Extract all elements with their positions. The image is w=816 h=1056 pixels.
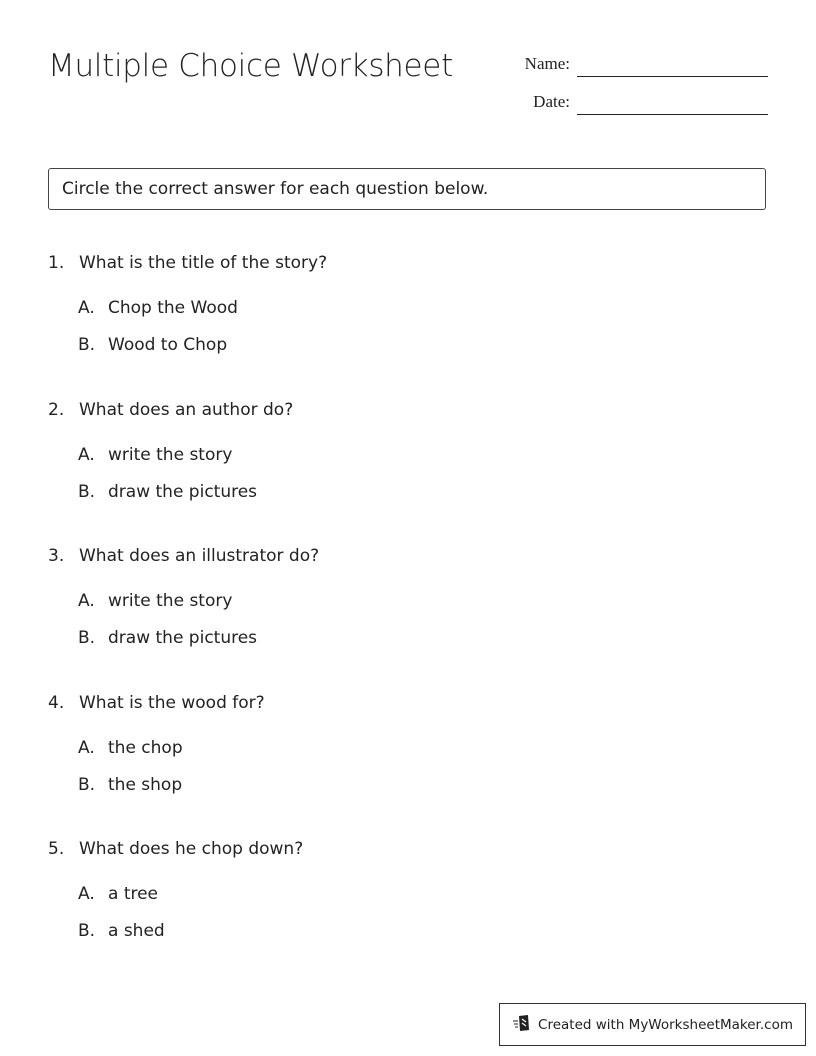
question-text (48, 543, 748, 569)
question-number: 2. (48, 399, 65, 420)
question-number: 4. (48, 692, 65, 713)
option-letter: B. (78, 921, 96, 941)
answer-option[interactable] (78, 442, 748, 468)
option-letter: B. (78, 335, 96, 355)
option-letter: A. (78, 884, 95, 904)
answer-option[interactable] (78, 918, 748, 944)
question-item (48, 397, 748, 544)
answer-option[interactable] (78, 625, 748, 651)
worksheet-logo-icon (512, 1013, 532, 1037)
option-text: the shop (108, 774, 183, 795)
options-list (48, 442, 748, 505)
date-label: Date: (533, 92, 570, 111)
answer-option[interactable] (78, 332, 748, 358)
name-label: Name: (524, 54, 570, 73)
option-text: a shed (108, 921, 165, 941)
answer-option[interactable] (78, 295, 748, 321)
options-list (48, 588, 748, 651)
question-number: 1. (48, 253, 65, 273)
option-text: Wood to Chop (108, 335, 228, 355)
answer-option[interactable] (78, 735, 748, 761)
instructions-box: Circle the correct answer for each question below. (48, 168, 766, 210)
answer-option[interactable] (78, 479, 748, 505)
question-list (48, 250, 748, 983)
option-letter: B. (78, 774, 96, 795)
option-letter: A. (78, 591, 95, 611)
option-text: write the story (108, 444, 233, 465)
page-title: Multiple Choice Worksheet (48, 48, 453, 84)
question-number: 5. (48, 839, 65, 859)
option-text: the chop (108, 737, 183, 758)
name-field[interactable] (490, 54, 768, 78)
question-text (48, 397, 748, 423)
answer-option[interactable] (78, 588, 748, 614)
name-line[interactable] (577, 76, 768, 77)
answer-option[interactable] (78, 881, 748, 907)
options-list (48, 735, 748, 798)
question-label: What does he chop down? (79, 839, 304, 859)
option-letter: A. (78, 298, 95, 318)
option-letter: B. (78, 481, 96, 502)
options-list (48, 881, 748, 944)
option-text: draw the pictures (108, 628, 258, 648)
option-text: write the story (108, 591, 233, 611)
option-letter: A. (78, 737, 95, 758)
option-text: Chop the Wood (108, 298, 238, 318)
question-text (48, 836, 748, 862)
question-item (48, 690, 748, 837)
option-text: a tree (108, 884, 159, 904)
question-item (48, 836, 748, 983)
question-label: What is the wood for? (79, 692, 265, 713)
question-item (48, 543, 748, 690)
date-field[interactable] (490, 92, 768, 116)
question-label: What does an author do? (79, 399, 294, 420)
option-letter: B. (78, 628, 96, 648)
answer-option[interactable] (78, 772, 748, 798)
question-label: What does an illustrator do? (79, 546, 320, 566)
date-line[interactable] (577, 114, 768, 115)
question-text (48, 250, 748, 276)
option-letter: A. (78, 444, 95, 465)
footer-badge[interactable] (499, 1003, 806, 1046)
question-item (48, 250, 748, 397)
question-number: 3. (48, 546, 65, 566)
options-list (48, 295, 748, 358)
question-text (48, 690, 748, 716)
question-label: What is the title of the story? (79, 253, 328, 273)
option-text: draw the pictures (108, 481, 258, 502)
footer-text: Created with MyWorksheetMaker.com (538, 1016, 793, 1033)
